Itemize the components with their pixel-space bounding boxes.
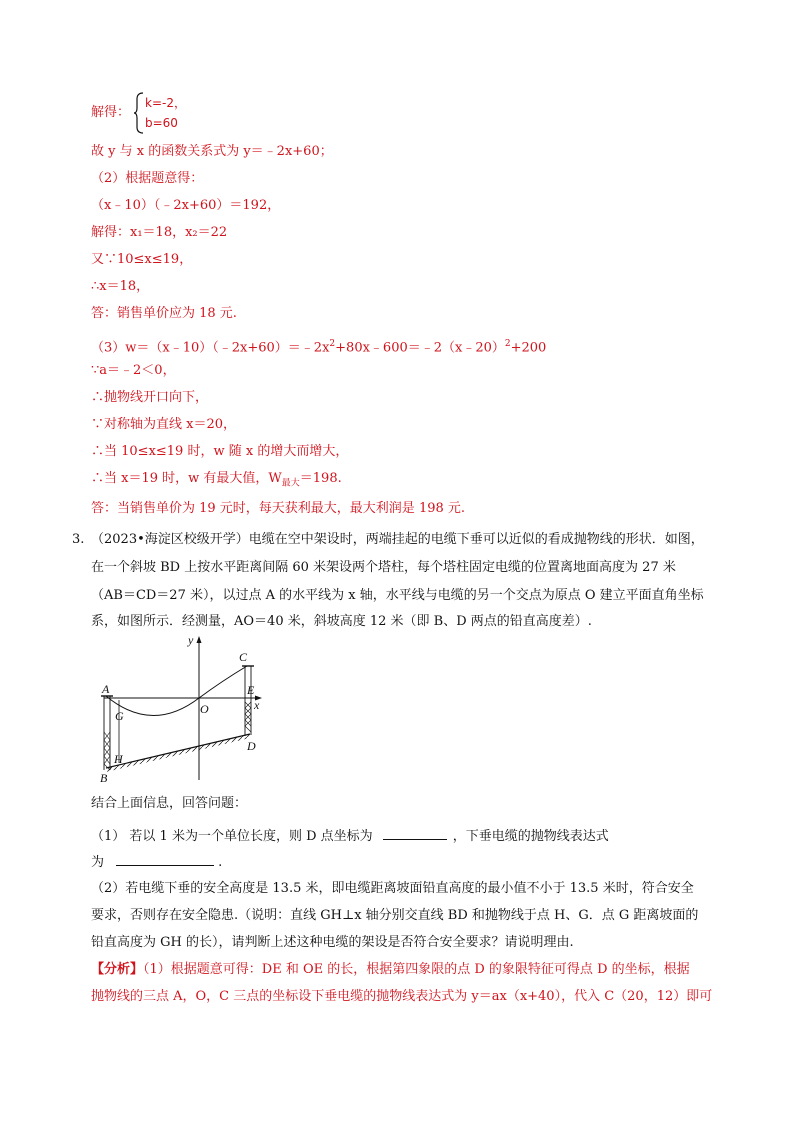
- question-2-line-3: 铅直高度为 GH 的长），请判断上述这种电缆的架设是否符合安全要求？请说明理由.: [91, 935, 574, 950]
- solve-label: 解得：: [91, 105, 131, 120]
- part3-maximum: ∴当 x＝19 时，w 有最大值，$W_{最大}=198$.: [91, 471, 342, 489]
- slope-hatch: [106, 734, 250, 772]
- tower-left: [101, 696, 113, 770]
- system-row-2: b=60: [145, 116, 178, 130]
- part2-solve: 解得：x₁＝18，x₂＝22: [91, 225, 228, 240]
- problem-line-1: （2023•海淀区校级开学）电缆在空中架设时，两端挂起的电缆下垂可以近似的看成抛物线的形状．如图，: [91, 532, 704, 547]
- part3-axis: ∵对称轴为直线 x＝20，: [91, 417, 237, 432]
- question-1-line-2: 为 .: [91, 851, 222, 872]
- analysis-line-2: 抛物线的三点 A，O，C 三点的坐标设下垂电缆的抛物线表达式为 y＝ax（x+40），代入 C（20，12）即可: [91, 989, 713, 1004]
- part3-expression: $(3)w=(x﹣10)(﹣2x+60)=﹣2x^2+80x﹣600=﹣2(x﹣20)^2+200$: [91, 339, 547, 356]
- part2-equation: （x﹣10）（﹣2x+60）＝192，: [91, 198, 281, 213]
- label-y: y: [188, 633, 194, 647]
- y-axis-arrow-icon: [197, 636, 202, 643]
- analysis-tag: 【分析】: [91, 962, 144, 977]
- part2-range: 又∵10≤x≤19，: [91, 252, 193, 267]
- answer-blank-d-coordinate[interactable]: [383, 825, 447, 840]
- part2-answer: 答：销售单价应为 18 元.: [91, 306, 237, 321]
- part2-result: ∴x＝18，: [91, 279, 150, 294]
- label-h: H: [114, 752, 123, 766]
- label-x: x: [254, 698, 260, 712]
- cable-diagram: [92, 632, 282, 784]
- tower-right: [242, 666, 254, 736]
- system-row-1: k=-2，: [145, 96, 186, 110]
- label-b: B: [100, 771, 108, 784]
- cable-parabola: [106, 666, 247, 716]
- part3-answer: 答：当销售单价为 19 元时，每天获利最大，最大利润是 198 元.: [91, 501, 466, 516]
- label-e: E: [247, 683, 255, 697]
- equation-system: [91, 92, 211, 136]
- part3-coefficient: ∵a＝﹣2＜0，: [91, 363, 176, 378]
- problem-number: 3.: [72, 532, 85, 547]
- question-2-line-1: （2）若电缆下垂的安全高度是 13.5 米，即电缆距离坡面铅直高度的最小值不小于 13.5 米时，符合安全: [91, 881, 694, 896]
- part3-increasing: ∴当 10≤x≤19 时，w 随 x 的增大而增大，: [91, 444, 349, 459]
- analysis-line-1: 【分析】（1）根据题意可得：DE 和 OE 的长，根据第四象限的点 D 的象限特征可得点 D 的坐标，根据: [91, 962, 690, 977]
- question-2-line-2: 要求，否则存在安全隐患.（说明：直线 GH⊥x 轴分别交直线 BD 和抛物线于点 H、G．点 G 距离坡面的: [91, 908, 699, 923]
- part2-heading: （2）根据题意得：: [91, 171, 204, 186]
- question-prompt: 结合上面信息，回答问题：: [91, 796, 248, 811]
- part3-opens-down: ∴抛物线开口向下，: [91, 390, 209, 405]
- problem-line-4: 系，如图所示．经测量，AO＝40 米，斜坡高度 12 米（即 B、D 两点的铅直高度差）.: [91, 614, 592, 629]
- answer-blank-parabola[interactable]: [116, 851, 214, 866]
- question-1-line-1: （1） 若以 1 米为一个单位长度，则 D 点坐标为 ，下垂电缆的抛物线表达式: [91, 825, 609, 846]
- label-a: A: [102, 682, 110, 696]
- label-c: C: [239, 650, 248, 664]
- problem-line-3: （AB＝CD＝27 米），以过点 A 的水平线为 x 轴，水平线与电缆的另一个交点为原点 O 建立平面直角坐标: [91, 588, 704, 603]
- label-o: O: [200, 702, 209, 716]
- brace-icon: [133, 92, 145, 134]
- problem-line-2: 在一个斜坡 BD 上按水平距离间隔 60 米架设两个塔柱，每个塔柱固定电缆的位置离地面高度为 27 米: [91, 560, 676, 575]
- label-g: G: [115, 709, 124, 723]
- function-conclusion: 故 y 与 x 的函数关系式为 y＝﹣2x+60；: [91, 144, 333, 159]
- label-d: D: [247, 739, 256, 753]
